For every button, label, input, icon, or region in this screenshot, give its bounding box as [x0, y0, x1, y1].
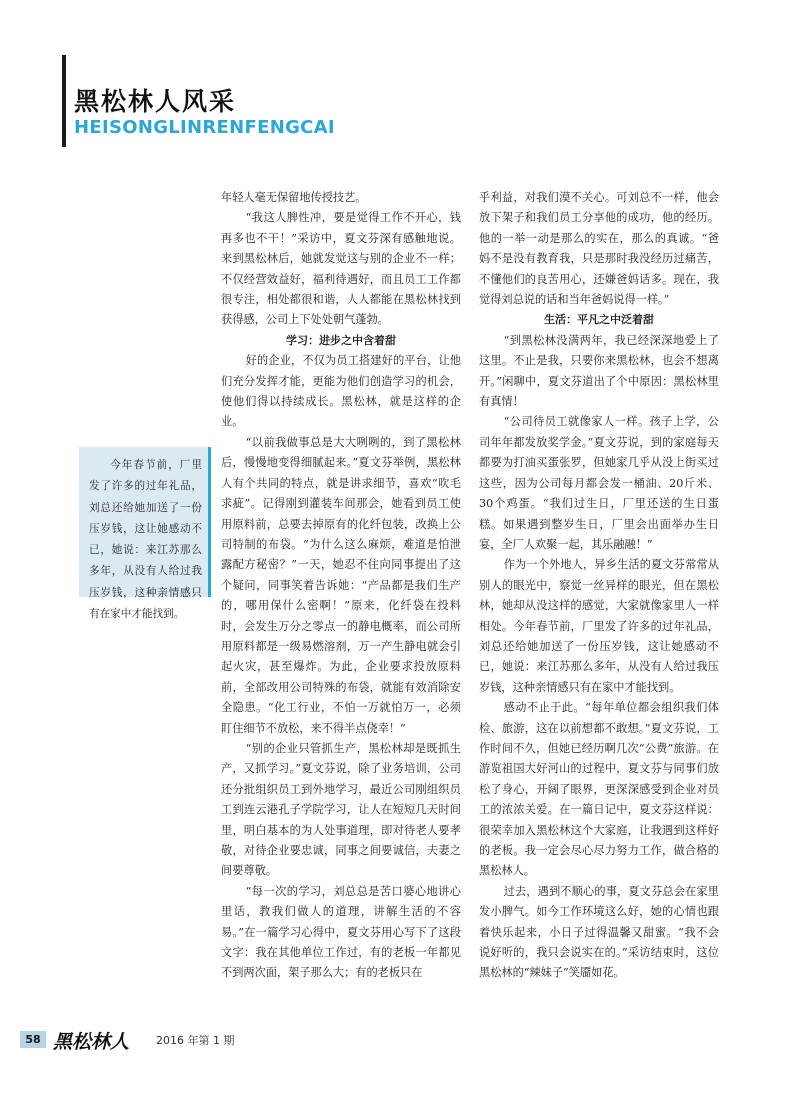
page-footer — [20, 1030, 340, 1053]
section-subtitle-pinyin: HEISONGLINRENFENGCAI — [74, 117, 335, 138]
paragraph: 作为一个外地人，异乡生活的夏文芬常常从别人的眼光中，察觉一丝异样的眼光，但在黑松林，她却从没这样的感觉，大家就像家里人一样相处。今年春节前，厂里发了许多的过年礼品，刘总还给她加送了一份压岁钱，这让她感动不已，她说：来江苏那么多年，从没有人给过我压岁钱，这种亲情感只有在家中才能找到。 — [479, 558, 719, 694]
section-title: 黑松林人风采 — [74, 87, 237, 116]
paragraph: “公司待员工就像家人一样。孩子上学，公司年年都发放奖学金。”夏文芬说，到的家庭每天都要为打油买蛋张罗，但她家几乎从没上街买过这些，因为公司每月都会发一桶油、20斤米、30个鸡蛋。“我们过生日，厂里还送的生日蛋糕。如果遇到整岁生日，厂里会出面举办生日宴，全厂人欢聚一起，其乐融融！” — [479, 415, 719, 551]
paragraph: 乎利益，对我们漠不关心。可刘总不一样，他会放下架子和我们员工分享他的成功，他的经历。他的一举一动是那么的实在，那么的真诚。“爸妈不是没有教育我，只是那时我没经历过痛苦，不懂他们的良苦用心，还嫌爸妈话多。现在，我觉得刘总说的话和当年爸妈说得一样。” — [479, 191, 719, 307]
paragraph: 好的企业，不仅为员工搭建好的平台，让他们充分发挥才能，更能为他们创造学习的机会，使他们得以持续成长。黑松林，就是这样的企业。 — [221, 354, 461, 429]
header-accent-bar — [62, 55, 66, 147]
paragraph: 感动不止于此。“每年单位都会组织我们体检、旅游，这在以前想都不敢想。”夏文芬说，工作时间不久，但她已经历啊几次“公费”旅游。在游览祖国大好河山的过程中，夏文芬与同事们放松了身心，开阔了眼界，更深深感受到企业对员工的浓浓关爱。在一篇日记中，夏文芬这样说：很荣幸加入黑松林这个大家庭，让我遇到这样好的老板。我一定会尽心尽力努力工作，做合格的黑松林人。 — [479, 701, 719, 878]
paragraph: 年轻人毫无保留地传授技艺。 — [221, 191, 367, 204]
paragraph: “到黑松林没满两年，我已经深深地爱上了这里。不止是我，只要你来黑松林，也会不想离开。”闲聊中，夏文芬道出了个中原因：黑松林里有真情！ — [479, 333, 719, 409]
article-column-1 — [221, 188, 461, 984]
paragraph: “以前我做事总是大大咧咧的，到了黑松林后，慢慢地变得细腻起来。”夏文芬举例，黑松林人有个共同的特点，就是讲求细节，喜欢“吹毛求疵”。记得刚到灌装车间那会，她看到员工使用原料前，总要去掉原有的化纤包装，改换上公司特制的布袋。“为什么这么麻烦，难道是怕泄露配方秘密？”一天，她忍不住向同事提出了这个疑问，同事笑着告诉她：“产品都是我们生产的，哪用保什么密啊！”原来，化纤袋在投料时，会发生万分之零点一的静电概率，而公司所用原料都是一级易燃溶剂，万一产生静电就会引起火灾，甚至爆炸。为此，企业要求投放原料前，全部改用公司特殊的布袋，就能有效消除安全隐患。“化工行业，不怕一万就怕万一，必须盯住细节不放松，来不得半点侥幸！” — [221, 435, 461, 735]
issue-label: 2016 年第 1 期 — [156, 1034, 235, 1047]
article-column-2 — [479, 188, 719, 984]
paragraph: “我这人脾性冲，要是觉得工作不开心，钱再多也不干！”采访中，夏文芬深有感触地说。来到黑松林后，她就发觉这与别的企业不一样；不仅经营效益好，福利待遇好，而且员工工作都很专注，相处都很和谐，人人都能在黑松林找到获得感，公司上下处处朝气蓬勃。 — [221, 211, 461, 327]
paragraph: “别的企业只管抓生产，黑松林却是既抓生产，又抓学习。”夏文芬说，除了业务培训，公司还分批组织员工到外地学习，最近公司刚组织员工到连云港孔子学院学习，让人在短短几天时间里，明白基本的为人处事道理，即对待老人要孝敬，对待企业要忠诚，同事之间要诚信，夫妻之间要尊敬。 — [221, 741, 461, 878]
pull-quote: 今年春节前，厂里发了许多的过年礼品，刘总还给她加送了一份压岁钱，这让她感动不已，她说：来江苏那么多年，从没有人给过我压岁钱，这种亲情感只有在家中才能找到。 — [79, 447, 211, 597]
magazine-logo: 黑松林人 — [53, 1031, 130, 1053]
subheading-study: 学习：进步之中含着甜 — [286, 333, 396, 347]
subheading-life: 生活：平凡之中泛着甜 — [544, 313, 654, 327]
paragraph: “每一次的学习，刘总总是苦口婆心地讲心里话，教我们做人的道理，讲解生活的不容易。”在一篇学习心得中，夏文芬用心写下了这段文字：我在其他单位工作过，有的老板一年都见不到两次面，架子那么大；有的老板只在 — [221, 884, 461, 980]
page-number: 58 — [20, 1031, 46, 1048]
paragraph: 过去，遇到不顺心的事，夏文芬总会在家里发小脾气。如今工作环境这么好，她的心情也跟着快乐起来，小日子过得温馨又甜蜜。“我不会说好听的，我只会说实在的。”采访结束时，这位黑松林的“辣妹子”笑靥如花。 — [479, 884, 719, 980]
